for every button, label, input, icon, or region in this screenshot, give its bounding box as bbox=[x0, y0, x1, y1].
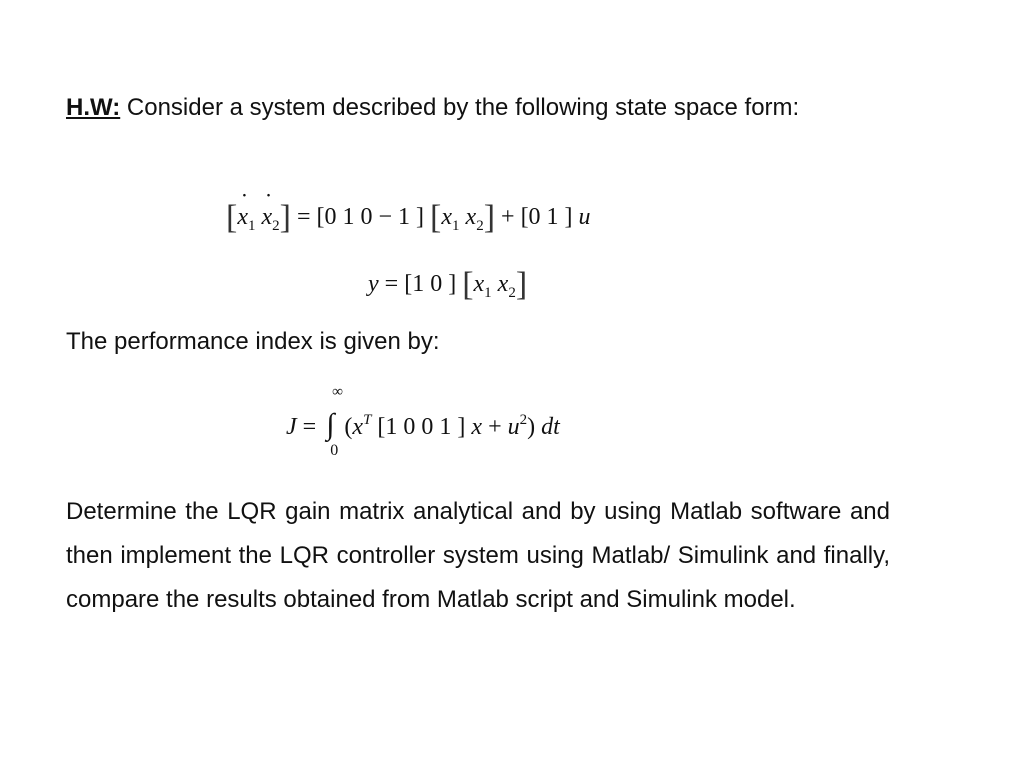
matrix-A: [0 1 0 − 1 ] bbox=[316, 204, 425, 230]
state-x: x bbox=[471, 414, 483, 440]
output-equation: y = [1 0 ] [$x_1$ $x_2$] bbox=[368, 266, 528, 303]
cost-J: J bbox=[286, 414, 297, 440]
input-u: u bbox=[507, 414, 520, 440]
state-equation: [˙ $x_1˙$ $x_2] = [0$ 1 0 − 1 ] [$x_1$ $x_2] + [0$ 1 ] u bbox=[226, 195, 591, 233]
x-transpose: x bbox=[352, 414, 364, 440]
equals-sign: = bbox=[302, 414, 317, 440]
x2: x bbox=[465, 204, 477, 230]
cost-function: J = ∫ ∞ 0 ($x^T$ [1 0 0 1 ] $x + u^2$) dt bbox=[286, 384, 560, 459]
intro-paragraph bbox=[66, 86, 886, 130]
hw-label: H.W: bbox=[66, 94, 121, 121]
equals-sign: = bbox=[384, 271, 399, 297]
matrix-Q: [1 0 0 1 ] bbox=[377, 414, 466, 440]
integral-sign: ∫ ∞ 0 bbox=[326, 384, 343, 459]
task-paragraph: Determine the LQR gain matrix analytical and by using Matlab software and then implement the LQR controller system using Matlab/ Simulink and finally, compare the results obtained from Matlab script and Simulink model. bbox=[66, 498, 890, 613]
input-u: u bbox=[578, 204, 591, 230]
differential-dt: dt bbox=[541, 414, 560, 440]
equals-sign: = bbox=[296, 204, 311, 230]
lower-limit: 0 bbox=[330, 442, 339, 459]
matrix-C: [1 0 ] bbox=[404, 271, 457, 297]
x1: x bbox=[473, 271, 485, 297]
intro-text: Consider a system described by the following state space form: bbox=[120, 94, 800, 121]
matrix-B: [0 1 ] bbox=[520, 204, 573, 230]
x1-dot: ˙ x bbox=[237, 204, 248, 231]
x2: x bbox=[497, 271, 509, 297]
x1: x bbox=[441, 204, 453, 230]
upper-limit: ∞ bbox=[332, 384, 343, 400]
performance-index-label: The performance index is given by: bbox=[66, 328, 440, 355]
x2-dot: ˙ x bbox=[261, 204, 272, 231]
output-y: y bbox=[368, 271, 379, 297]
plus-sign: + bbox=[488, 414, 502, 440]
plus-sign: + bbox=[501, 204, 515, 230]
